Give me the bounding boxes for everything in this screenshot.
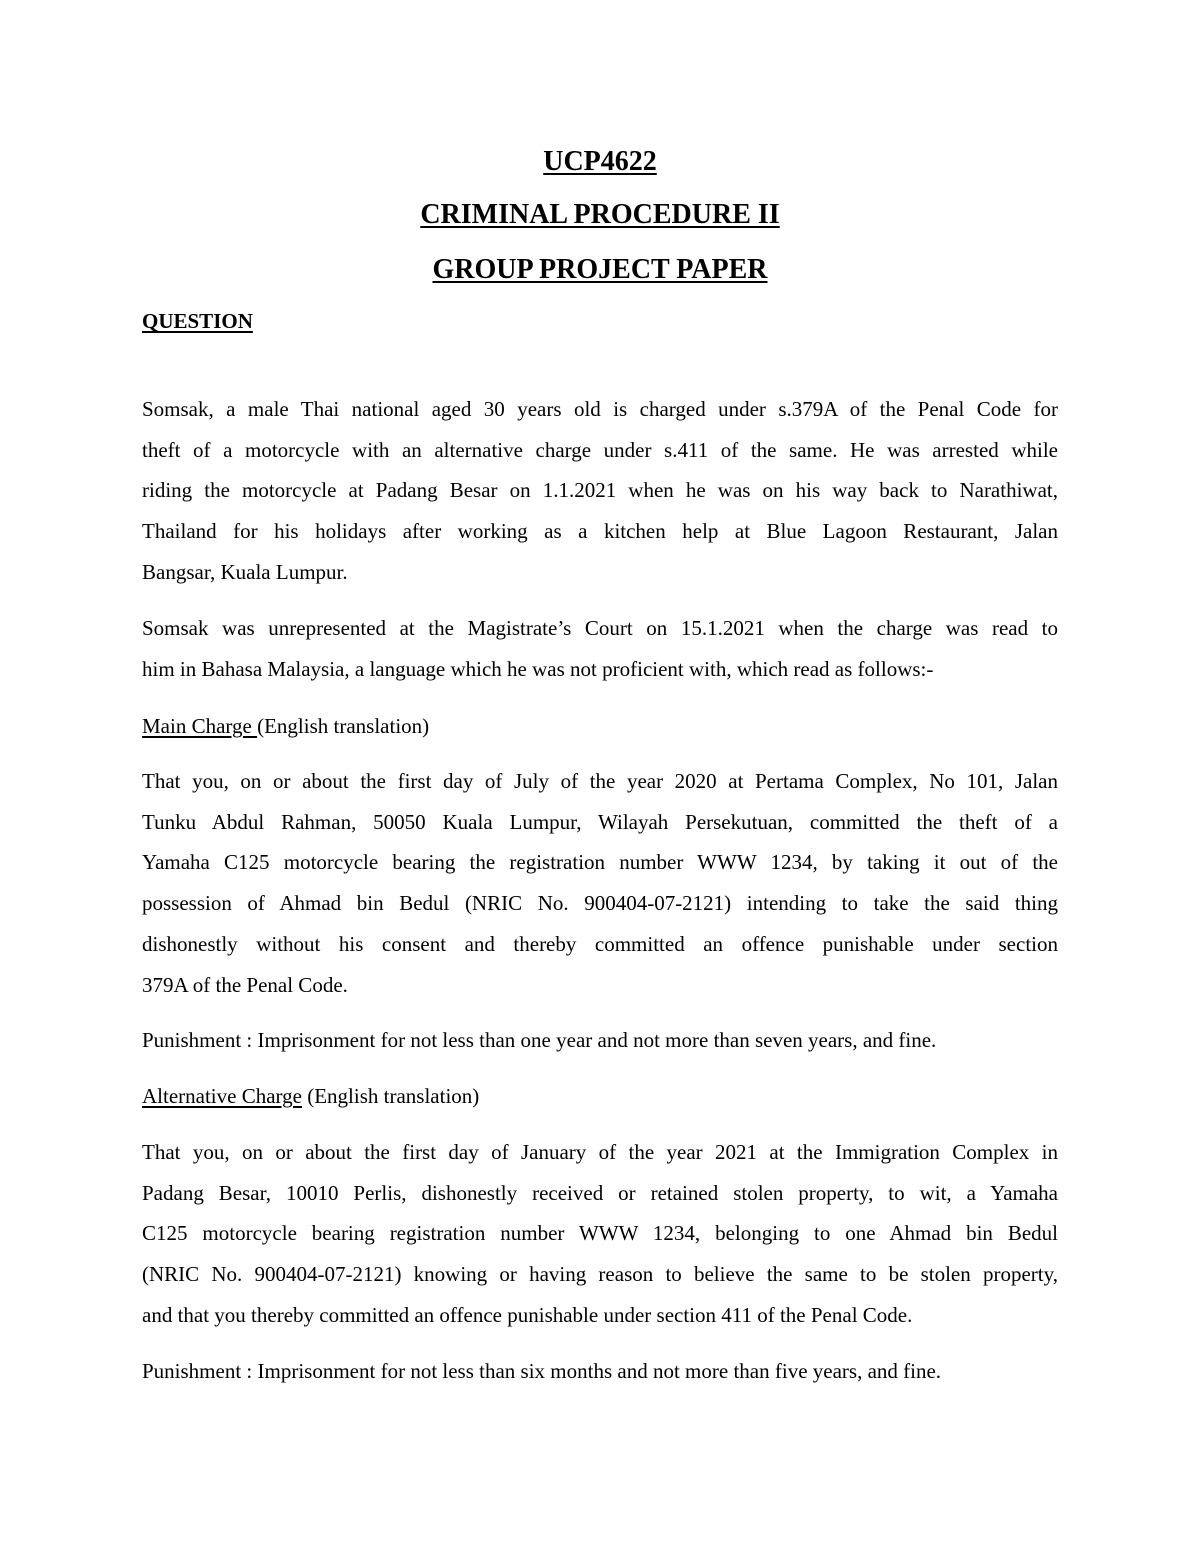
main-charge-line: dishonestly without his consent and thereby committed an offence punishable under section	[142, 931, 1058, 956]
alternative-charge-line: C125 motorcycle bearing registration number WWW 1234, belonging to one Ahmad bin Bedul	[142, 1221, 1058, 1246]
question-heading: QUESTION	[142, 309, 253, 333]
alternative-charge-heading-label: Alternative Charge	[142, 1084, 302, 1108]
alternative-charge-line: (NRIC No. 900404-07-2121) knowing or having reason to believe the same to be stolen property,	[142, 1262, 1058, 1287]
main-charge-line: possession of Ahmad bin Bedul (NRIC No. 900404-07-2121) intending to take the said thing	[142, 891, 1058, 916]
main-charge-line: Tunku Abdul Rahman, 50050 Kuala Lumpur, Wilayah Persekutuan, committed the theft of a	[142, 809, 1058, 834]
alternative-charge-punishment: Punishment : Imprisonment for not less than six months and not more than five years, and fine.	[142, 1359, 942, 1383]
facts-line: Thailand for his holidays after working as a kitchen help at Blue Lagoon Restaurant, Jalan	[142, 519, 1058, 544]
main-charge-heading-label: Main Charge	[142, 714, 258, 738]
alternative-charge-line: and that you thereby committed an offence punishable under section 411 of the Penal Code.	[142, 1302, 913, 1327]
facts-line: Bangsar, Kuala Lumpur.	[142, 559, 348, 584]
alternative-charge-line: Padang Besar, 10010 Perlis, dishonestly received or retained stolen property, to wit, a Yamaha	[142, 1180, 1058, 1205]
main-charge-line: Yamaha C125 motorcycle bearing the registration number WWW 1234, by taking it out of the	[142, 850, 1058, 875]
course-code: UCP4622	[543, 146, 657, 177]
main-charge-line: 379A of the Penal Code.	[142, 972, 348, 997]
main-charge-heading	[142, 706, 1058, 747]
court-paragraph	[142, 608, 1058, 689]
alternative-charge-text	[142, 1132, 1058, 1336]
facts-line: Somsak, a male Thai national aged 30 years old is charged under s.379A of the Penal Code for	[142, 397, 1058, 421]
paper-title: GROUP PROJECT PAPER	[432, 254, 768, 285]
court-line: him in Bahasa Malaysia, a language which he was not proficient with, which read as follows:-	[142, 656, 934, 681]
alternative-charge-heading	[142, 1076, 1058, 1117]
main-charge-line: That you, on or about the first day of July of the year 2020 at Pertama Complex, No 101, Jalan	[142, 769, 1058, 793]
facts-paragraph	[142, 389, 1058, 593]
course-title: CRIMINAL PROCEDURE II	[420, 199, 780, 230]
main-charge-text	[142, 761, 1058, 1005]
facts-line: riding the motorcycle at Padang Besar on 1.1.2021 when he was on his way back to Narathiwat,	[142, 478, 1058, 503]
main-charge-heading-note: (English translation)	[257, 714, 430, 738]
court-line: Somsak was unrepresented at the Magistrate’s Court on 15.1.2021 when the charge was read to	[142, 616, 1058, 640]
facts-line: theft of a motorcycle with an alternative charge under s.411 of the same. He was arrested while	[142, 437, 1058, 462]
alternative-charge-heading-note: (English translation)	[301, 1084, 480, 1108]
alternative-charge-line: That you, on or about the first day of January of the year 2021 at the Immigration Complex in	[142, 1140, 1058, 1164]
main-charge-punishment: Punishment : Imprisonment for not less than one year and not more than seven years, and fine.	[142, 1028, 937, 1052]
